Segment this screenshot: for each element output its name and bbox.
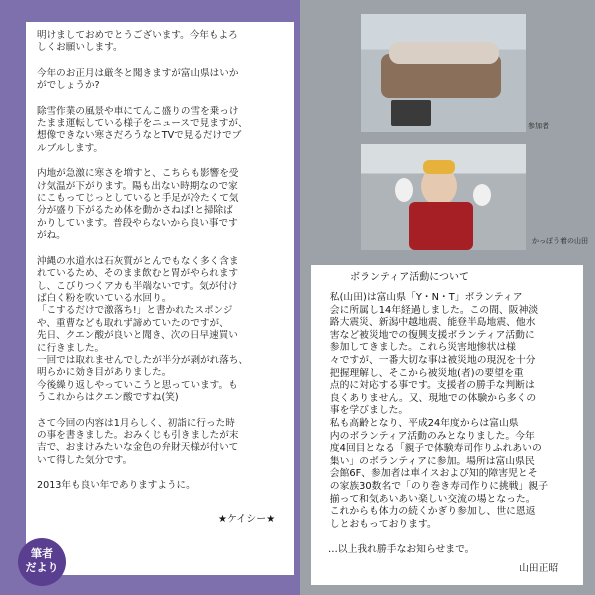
essay-line: 除雪作業の風景や車にてんこ盛りの雪を乗っけ <box>37 105 239 117</box>
essay-line: にこもってじっとしていると手足が冷たくて気 <box>37 193 239 205</box>
essay-line: 分が盛り下がるため体を動かさねば!と掃除ば <box>37 205 233 217</box>
essay-line: 「こするだけで激落ち!」と書かれたスポンジ <box>37 305 233 317</box>
article-signature: 山田正昭 <box>519 563 559 574</box>
article-line: 害など被災地での復興支援ボランティア活動に <box>329 329 535 341</box>
essay-line: しくお願いします。 <box>37 42 123 54</box>
essay-line: や、重曹なども取れず諦めていたのですが、 <box>37 317 229 329</box>
essay-line: れているため、そのまま飲むと胃がやられます <box>37 268 239 280</box>
essay-line: がね。 <box>37 230 66 242</box>
article-line: 私(山田)は富山県「Y・N・T」ボランティア <box>329 292 523 303</box>
volunteer-photo-caption: かっぽう着の山田 <box>532 237 588 245</box>
article-paragraph <box>320 418 572 531</box>
essay-paragraph <box>37 106 287 156</box>
article-closing: …以上我れ勝手なお知らせまで。 <box>328 544 475 555</box>
article-title: ボランティア活動について <box>350 272 469 283</box>
article-line: しとおもっております。 <box>329 518 437 530</box>
essay-line: いて得した気分です。 <box>37 454 133 466</box>
essay-line: 先日、クエン酸が良いと聞き、次の日早速買い <box>37 330 238 342</box>
article-paragraph <box>320 292 572 418</box>
article-line: 会館6F、参加者は車イスおよび知的障害児とそ <box>329 468 538 480</box>
article-line: 会に所属し14年経過しました。この間、阪神淡 <box>329 304 539 316</box>
essay-line: かりしています。普段やらないから良い事です <box>37 217 238 229</box>
essay-line: ルブルします。 <box>37 142 104 154</box>
author-essay <box>37 30 287 493</box>
article-line: 路大震災、新潟中越地震、能登半島地震、他水 <box>329 317 536 329</box>
volunteer-photo <box>361 144 526 250</box>
essay-line: 沖縄の水道水は石灰質がとんでもなく多く含ま <box>37 255 239 267</box>
article-line: 良くありません。又、現地での体験から多くの <box>329 392 537 404</box>
essay-line: ば白く粉を吹いている水回り。 <box>37 292 172 304</box>
article-line: 集い」のボランティアに参加。場所は富山県民 <box>329 455 535 467</box>
author-signature: ★ケイシー★ <box>218 514 276 525</box>
essay-line: 明らかに効き目がありました。 <box>37 367 172 379</box>
badge-line-1: 筆者 <box>31 547 53 560</box>
essay-line: 内地が急激に寒さを増すと、こちらも影響を受 <box>37 168 239 180</box>
essay-line: 今年のお正月は厳冬と聞きますが富山県はいか <box>37 67 239 79</box>
article-line: 私も高齢となり、平成24年度からは富山県 <box>329 417 519 429</box>
essay-line: に行きました。 <box>37 342 105 354</box>
essay-line: 今後繰り返しやっていこうと思っています。も <box>37 379 238 391</box>
article-line: 内のボランティア活動のみとなりました。今年 <box>329 430 535 442</box>
article-line: 参加してきました。これら災害地惨状は様 <box>329 342 516 354</box>
article-line: 事を学びました。 <box>329 405 409 417</box>
essay-line: 吉で、おまけみたいな金色の弁財天様が付いて <box>37 442 239 454</box>
essay-line: さて今回の内容は1月らしく、初詣に行った時 <box>37 417 235 429</box>
essay-paragraph <box>37 256 287 405</box>
participants-photo-caption: 参加者 <box>528 122 549 130</box>
article-line: の家族30数名で「のり巻き寿司作りに挑戦」親子 <box>329 480 548 492</box>
article-line: 々ですが、一番大切な事は被災地の現況を十分 <box>329 354 536 366</box>
essay-line: うこれからはクエン酸ですね(笑) <box>37 392 179 404</box>
article-line: 点的に対応する事です。支援者の勝手な判断は <box>329 380 535 392</box>
essay-line: 想像できない寒さだろうなとTVで見るだけでブ <box>37 130 242 142</box>
essay-paragraph <box>37 480 287 492</box>
essay-paragraph <box>37 30 287 55</box>
essay-paragraph <box>37 418 287 468</box>
essay-line: け気温が下がります。陽も出ない時期なので家 <box>37 180 238 192</box>
article-line: これからも体力の続くかぎり参加し、世に恩返 <box>329 506 536 518</box>
essay-line: の事を書きました。おみくじも引きましたが末 <box>37 429 239 441</box>
essay-line: 一回では取れませんでしたが半分が剥がれ落ち、 <box>37 354 249 366</box>
essay-paragraph <box>37 168 287 242</box>
article-line: 把握理解し、そこから被災地(者)の要望を重 <box>329 367 524 379</box>
badge-line-2: だより <box>25 561 59 574</box>
article-line: 度4回目となる「親子で体験寿司作りふれあいの <box>329 443 542 455</box>
essay-line: 2013年も良い年でありますように。 <box>37 480 196 492</box>
author-column-badge <box>18 538 66 586</box>
essay-line: たまま運転している様子をニュースで見ますが、 <box>37 118 248 130</box>
essay-line: がでしょうか? <box>37 80 100 92</box>
essay-paragraph <box>37 68 287 93</box>
article-line: 揃って和気あいあい楽しい交流の場となった。 <box>329 493 536 505</box>
essay-line: し、こびりつくアカも半端ないです。気が付け <box>37 280 238 292</box>
essay-line: 明けましておめでとうございます。今年もよろ <box>37 30 238 41</box>
article-body <box>320 292 572 531</box>
participants-photo <box>361 14 526 132</box>
